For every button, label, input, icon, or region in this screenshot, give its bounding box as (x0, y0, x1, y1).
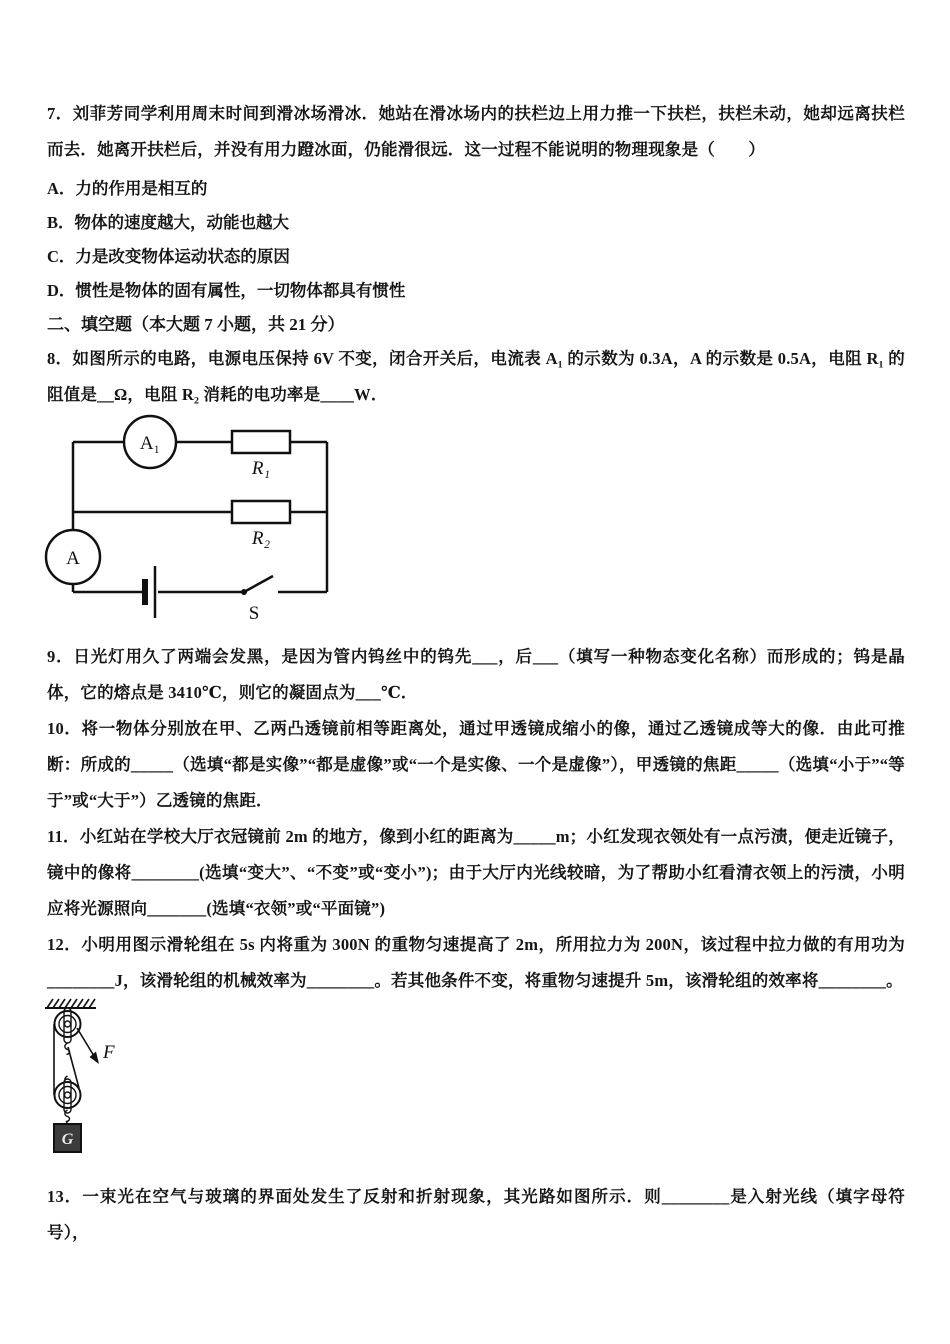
question-7-text: 7．刘菲芳同学利用周末时间到滑冰场滑冰．她站在滑冰场内的扶栏边上用力推一下扶栏，扶栏未动，她却远离扶栏而去．她离开扶栏后，并没有用力蹬冰面，仍能滑很远．这一过程不能说明的物理现象是（ ） (47, 104, 905, 159)
question-12-text: 12．小明用图示滑轮组在 5s 内将重为 300N 的重物匀速提高了 2m，所用拉力为 200N，该过程中拉力做的有用功为________J，该滑轮组的机械效率为________。若其他条件不变，将重物匀速提升 5m，该滑轮组的效率将________。 (47, 935, 905, 990)
ammeter-a1-label: A₁ (139, 433, 161, 454)
question-11-text: 11．小红站在学校大厅衣冠镜前 2m 的地方，像到小红的距离为_____m；小红发现衣领处有一点污渍，便走近镜子，镜中的像将________(选填“变大”、“不变”或“变小”)；由于大厅内光线较暗，为了帮助小红看清衣领上的污渍，小明应将光源照向_______(选填“衣领”或“平面镜”) (47, 827, 905, 918)
question-7-option-a: A．力的作用是相互的 (47, 179, 208, 198)
question-7-option-c: C．力是改变物体运动状态的原因 (47, 247, 290, 266)
force-arrowhead (90, 1052, 100, 1065)
question-7-option-b: B．物体的速度越大，动能也越大 (47, 213, 290, 232)
weight-label: G (61, 1131, 74, 1148)
question-13-text: 13．一束光在空气与玻璃的界面处发生了反射和折射现象，其光路如图所示．则________是入射光线（填字母符号）， (47, 1187, 905, 1242)
ammeter-main-label: A (66, 548, 80, 569)
weight-block-symbol (54, 1124, 81, 1152)
pulley-diagram (40, 995, 165, 1165)
resistor-r2-label: R₂ (251, 528, 271, 549)
battery-symbol (145, 566, 155, 618)
ceiling-symbol (45, 999, 96, 1008)
movable-pulley-symbol (55, 1076, 81, 1124)
question-9-text: 9．日光灯用久了两端会发黑，是因为管内钨丝中的钨先___，后___（填写一种物态变化名称）而形成的；钨是晶体，它的熔点是 3410℃，则它的凝固点为___℃． (47, 647, 905, 702)
switch-symbol (241, 576, 273, 595)
resistor-r1-label: R₁ (251, 458, 271, 479)
force-label: F (103, 1042, 115, 1063)
circuit-diagram (39, 407, 359, 639)
resistor-r1-symbol (232, 431, 290, 453)
question-7-option-d: D．惯性是物体的固有属性，一切物体都具有惯性 (47, 281, 406, 300)
section-2-header: 二、填空题（本大题 7 小题，共 21 分） (47, 315, 345, 334)
question-8-text: 8．如图所示的电路，电源电压保持 6V 不变，闭合开关后，电流表 A₁ 的示数为 0.3A，A 的示数是 0.5A，电阻 R₁ 的阻值是__Ω，电阻 R₂ 消耗的电功率是____W． (47, 349, 905, 404)
resistor-r2-symbol (232, 501, 290, 523)
question-10-text: 10．将一物体分别放在甲、乙两凸透镜前相等距离处，通过甲透镜成缩小的像，通过乙透镜成等大的像．由此可推断：所成的_____（选填“都是实像”“都是虚像”或“一个是实像、一个是虚像”），甲透镜的焦距_____（选填“小于”“等于”或“大于”）乙透镜的焦距． (47, 719, 905, 810)
switch-label: S (248, 603, 260, 624)
